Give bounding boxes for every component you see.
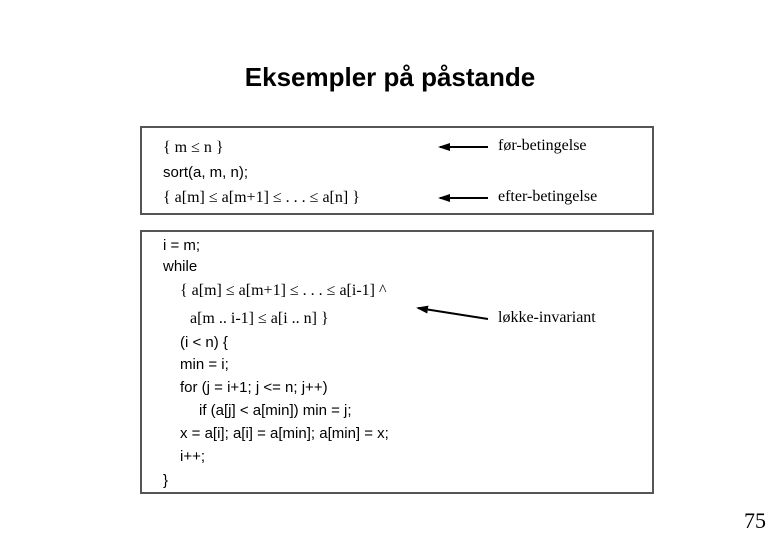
page-number: 75 bbox=[744, 508, 766, 533]
code-line: i = m; bbox=[163, 237, 201, 254]
code-line: if (a[j] < a[min]) min = j; bbox=[199, 402, 352, 419]
invariant-line: { a[m] ≤ a[m+1] ≤ . . . ≤ a[i-1] ^ bbox=[180, 282, 387, 299]
sort-call: sort(a, m, n); bbox=[163, 164, 249, 181]
post-label: efter-betingelse bbox=[498, 188, 598, 205]
code-line: for (j = i+1; j <= n; j++) bbox=[180, 379, 328, 396]
pre-label: før-betingelse bbox=[498, 137, 587, 154]
invariant-label: løkke-invariant bbox=[498, 309, 596, 326]
code-line: while bbox=[163, 258, 198, 275]
code-line: x = a[i]; a[i] = a[min]; a[min] = x; bbox=[180, 425, 389, 442]
code-line: } bbox=[163, 472, 169, 489]
slide-title: Eksempler på påstande bbox=[244, 62, 536, 92]
postcondition: { a[m] ≤ a[m+1] ≤ . . . ≤ a[n] } bbox=[163, 189, 360, 206]
code-line: i++; bbox=[180, 448, 206, 465]
code-line: min = i; bbox=[180, 356, 229, 373]
code-line: (i < n) { bbox=[180, 334, 228, 351]
invariant-line: a[m .. i-1] ≤ a[i .. n] } bbox=[190, 310, 329, 327]
arrow-invariant bbox=[418, 308, 488, 319]
precondition: { m ≤ n } bbox=[163, 139, 224, 156]
